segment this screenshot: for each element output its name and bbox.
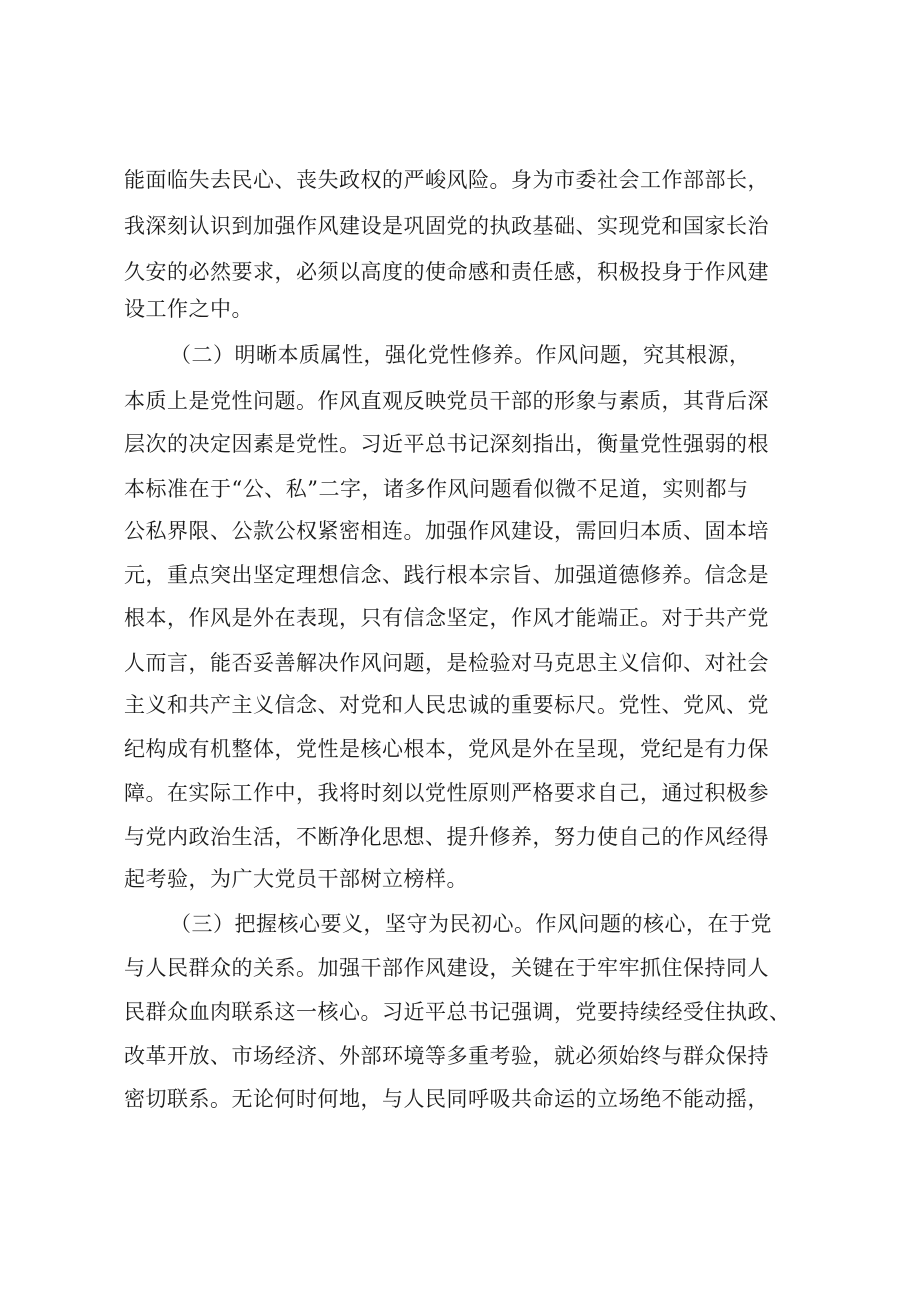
text-line: 主义和共产主义信念、对党和人民忠诚的重要标尺。党性、党风、党	[124, 693, 769, 717]
text-line: 密切联系。无论何时何地，与人民同呼吸共命运的立场绝不能动摇，	[124, 1087, 769, 1111]
paragraph-heading-2: （二）明晰本质属性，强化党性修养。作风问题，究其根源，	[170, 343, 751, 367]
text-line: 根本，作风是外在表现，只有信念坚定，作风才能端正。对于共产党	[124, 606, 769, 630]
paragraph-heading-3: （三）把握核心要义，坚守为民初心。作风问题的核心，在于党	[170, 912, 772, 936]
text-line: 与人民群众的关系。加强干部作风建设，关键在于牢牢抓住保持同人	[124, 956, 769, 980]
text-line: 改革开放、市场经济、外部环境等多重考验，就必须始终与群众保持	[124, 1044, 769, 1068]
text-line: 元，重点突出坚定理想信念、践行根本宗旨、加强道德修养。信念是	[124, 563, 769, 587]
text-line: 障。在实际工作中，我将时刻以党性原则严格要求自己，通过积极参	[124, 781, 769, 805]
text-line: 起考验，为广大党员干部树立榜样。	[124, 867, 468, 891]
text-line: 设工作之中。	[124, 297, 253, 321]
text-line: 民群众血肉联系这一核心。习近平总书记强调，党要持续经受住执政、	[124, 1000, 791, 1024]
text-line: 人而言，能否妥善解决作风问题，是检验对马克思主义信仰、对社会	[124, 651, 769, 675]
text-line: 本质上是党性问题。作风直观反映党员干部的形象与素质，其背后深	[124, 389, 769, 413]
text-line: 本标准在于“公、私”二字，诸多作风问题看似微不足道，实则都与	[124, 477, 749, 501]
text-line: 久安的必然要求，必须以高度的使命感和责任感，积极投身于作风建	[124, 260, 769, 284]
text-line: 我深刻认识到加强作风建设是巩固党的执政基础、实现党和国家长治	[124, 214, 769, 238]
text-line: 公私界限、公款公权紧密相连。加强作风建设，需回归本质、固本培	[124, 519, 769, 543]
text-line: 能面临失去民心、丧失政权的严峻风险。身为市委社会工作部部长，	[124, 168, 769, 192]
text-line: 层次的决定因素是党性。习近平总书记深刻指出，衡量党性强弱的根	[124, 432, 769, 456]
text-line: 与党内政治生活，不断净化思想、提升修养，努力使自己的作风经得	[124, 825, 769, 849]
text-line: 纪构成有机整体，党性是核心根本，党风是外在呈现，党纪是有力保	[124, 737, 769, 761]
